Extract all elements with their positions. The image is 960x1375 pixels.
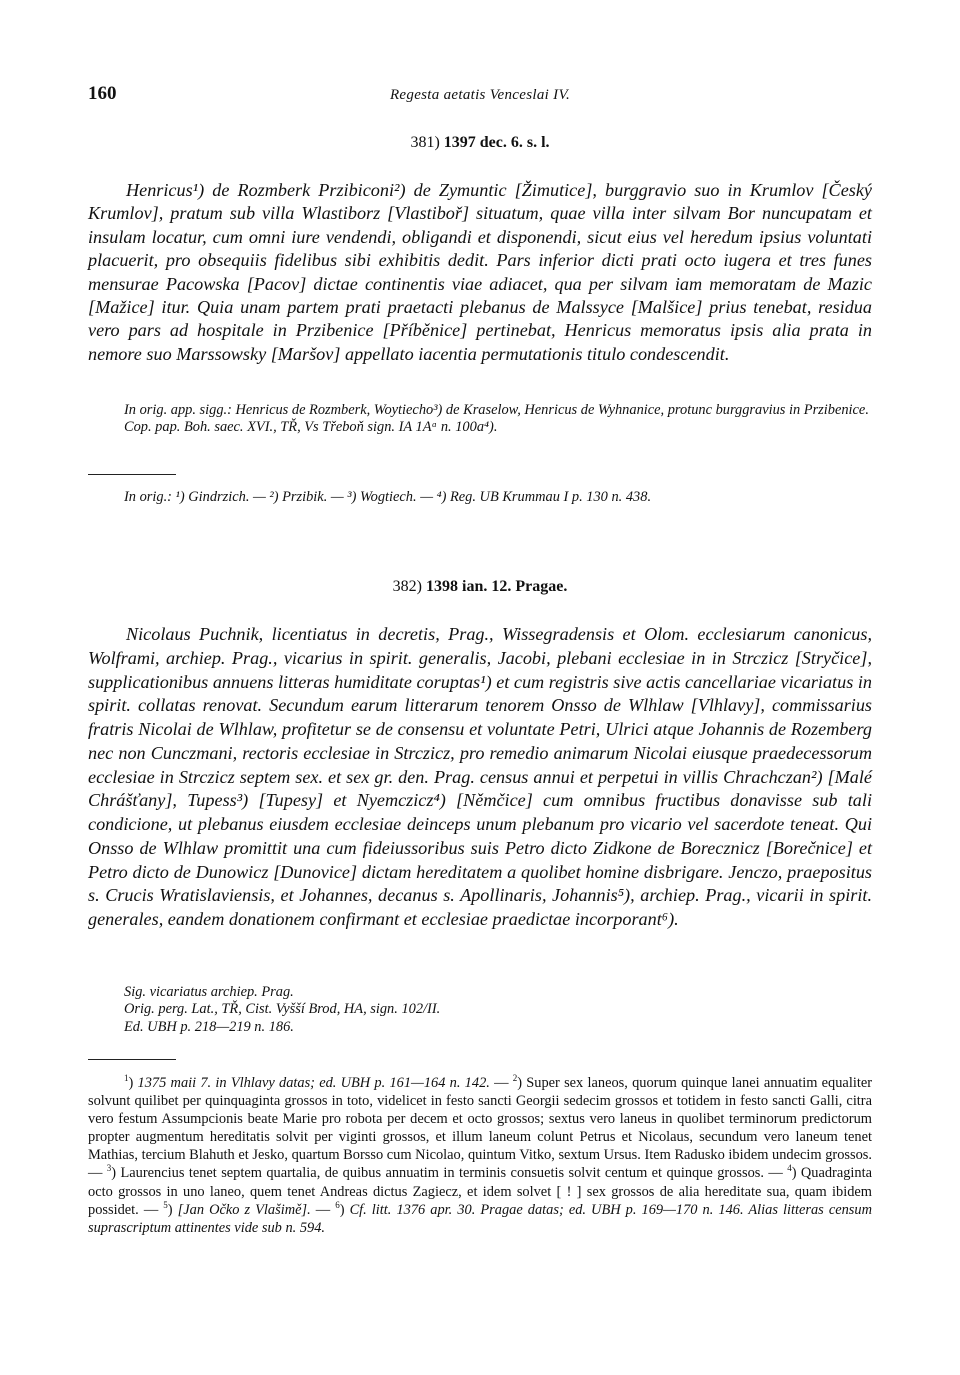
footnote-6: Cf. litt. 1376 apr. 30. Pragae datas; ed. UBH p. 169—170 n. 146. Alias litteras censum suprascriptum attinentes vide sub n. 594. bbox=[88, 1201, 872, 1236]
footnote-5: [Jan Očko z Vlašimě]. bbox=[177, 1201, 311, 1218]
entry-382-tradition-notes bbox=[124, 984, 872, 1036]
entry-382-heading bbox=[0, 578, 960, 596]
footnote-2: Super sex laneos, quorum quinque lanei annuatim equaliter solvunt quilibet per quinquaginta grossos in toto, videlicet in festo sancti Georgii sedecim grossos et totidem in festo sancti Galli, citra vero festum Assumpcionis beate Marie pro robota per decem et octo grossos; sextus vero laneus in quolibet terminorum predictorum propter augmentum hereditatis solvit per viginti grossos, et illum laneum colunt Petrus et Nicolaus, secundum vero laneum tenet Mathias, tercium Blahuth et Jesko, quartum Borsso cum Nicolao, quintum Vitko, sextum Ursus. Item Radusko ibidem undecim grossos. bbox=[88, 1075, 872, 1164]
entry-382-date-place: 1398 ian. 12. Pragae. bbox=[426, 578, 568, 595]
entry-382-footnotes: $^1$) 1375 maii 7. in Vlhlavy datas; ed. UBH p. 161—164 n. 142. — $^2$) Super sex laneos, quorum quinque lanei annuatim equaliter solvunt quilibet per quinquaginta grossos in toto, videlicet in festo sancti Georgii sedecim grossos et totidem in festo sancti Galli, citra vero festum Assumpcionis beate Marie pro robota per decem et octo grossos; sextus vero laneus in quolibet terminorum predictorum propter augmentum hereditatis solvit per viginti grossos, et illum laneum colunt Petrus et Nicolaus, secundum vero laneum tenet Mathias, tercium Blahuth et Jesko, quartum Borsso cum Nicolao, quintum Vitko, sextum Ursus. Item Radusko ibidem undecim grossos. — $^3$) Laurencius tenet septem quartalia, de quibus annuatim in terminis consuetis solvit centum et quinque grossos. — $^4$) Quadraginta octo grossos in uno laneo, quem tenet Andreas dictus Zagiecz, et idem solvet [ ! ] sex grossos de alia hereditate sua, quam ibidem possidet. — $^5$) [Jan Očko z Vlašimě]. — $^6$) Cf. litt. 1376 apr. 30. Pragae datas; ed. UBH p. 169—170 n. 146. Alias litteras censum suprascriptum attinentes vide sub n. 594. bbox=[88, 1073, 873, 1236]
entry-382-edition-note: Ed. UBH p. 218—219 n. 186. bbox=[124, 1018, 294, 1035]
entry-382-original-note: Orig. perg. Lat., TŘ, Cist. Vyšší Brod, HA, sign. 102/II. bbox=[124, 1001, 441, 1018]
entry-382-seal-note: Sig. vicariatus archiep. Prag. bbox=[124, 984, 294, 1000]
running-title: Regesta aetatis Venceslai IV. bbox=[389, 87, 571, 103]
entry-381-date-place: 1397 dec. 6. s. l. bbox=[443, 134, 550, 151]
entry-381-tradition-notes bbox=[124, 402, 872, 437]
footnote-3: Laurencius tenet septem quartalia, de quibus annuatim in terminis consuetis solvit centum et quinque grossos. bbox=[120, 1165, 764, 1182]
entry-381-apparatus-text: In orig.: ¹) Gindrzich. — ²) Przibik. — ³) Wogtiech. — ⁴) Reg. UB Krummau I p. 130 n. 438. bbox=[124, 489, 652, 505]
page-number: 160 bbox=[88, 83, 117, 104]
entry-381-heading bbox=[0, 134, 960, 152]
footnote-4: Quadraginta octo grossos in uno laneo, quem tenet Andreas dictus Zagiecz, et idem solvet [ ! ] sex grossos de alia hereditate sua, quam ibidem possidet. bbox=[88, 1165, 873, 1218]
entry-381-copy-note: Cop. pap. Boh. saec. XVI., TŘ, Vs Třeboň sign. IA 1Aᵅ n. 100a⁴). bbox=[124, 419, 498, 436]
entry-381-apparatus bbox=[124, 489, 884, 506]
entry-381-footnote-rule bbox=[88, 474, 176, 475]
entry-382-number: 382) bbox=[392, 578, 422, 595]
entry-382-footnote-rule bbox=[88, 1059, 176, 1060]
footnote-1: 1375 maii 7. in Vlhlavy datas; ed. UBH p. 161—164 n. 142. bbox=[137, 1075, 490, 1091]
entry-381-seal-note: In orig. app. sigg.: Henricus de Rozmberk, Woytiecho³) de Kraselow, Henricus de Wyhnanice, protunc burggravius in Przibenice. bbox=[124, 402, 869, 418]
entry-381-regest-text: Henricus¹) de Rozmberk Przibiconi²) de Zymuntic [Žimutice], burggravio suo in Krumlov [Český Krumlov], pratum sub villa Wlastiborz [Vlastiboř] situatum, quae villa inter silvam Bor nuncupatam et insulam locatur, cum omni iure vendendi, obligandi et disponendi, sicut eius vel heredum ipsius voluntati placuerit, pro obsequiis fidelibus sibi exhibitis dedit. Pars inferior dicti prati octo iugera et tres funes mensurae Pacowska [Pacov] dictae continentis viae adiacet, qua per silvam iam memoratam de Mazic [Mažice] itur. Quia unam partem prati praetacti plebanus de Malssyce [Malšice] prius tenebat, residua vero pars ad hospitale in Przibenice [Příběnice] pertinebat, Henricus memoratus ipsis alia prata in nemore suo Marssowsky [Maršov] appellato iacentia permutationis titulo condescendit. bbox=[88, 180, 872, 364]
entry-382-regest-text: Nicolaus Puchnik, licentiatus in decretis, Prag., Wissegradensis et Olom. ecclesiarum canonicus, Wolframi, archiep. Prag., vicarius in spirit. generalis, Jacobi, plebani ecclesiae in in Strczicz [Stryčice], supplicationibus annuens litteras humiditate coruptas¹) et cum registris sive actis cancellariae vicariatus in spirit. collatas renovat. Secundum earum litterarum tenorem Onsso de Wlhlaw [Vlhlavy], commissarius fratris Nicolai de Wlhlaw, profitetur se de consensu et voluntate Petri, Ulrici atque Johannis de Rozemberg nec non Cunczmani, rectoris ecclesiae in Strczicz, pro remedio animarum Nicolai eiusque praedecessorum ecclesiae in Strczicz septem sex. et sex gr. den. Prag. census annui et perpetui in villis Chrachczan²) [Malé Chrášťany], Tupess³) [Tupesy] et Nyemczicz⁴) [Němčice] cum omnibus fructibus donavisse sub tali condicione, ut plebanus eiusdem ecclesiae deinceps unum plebanum pro vicario vel sacerdote teneat. Qui Onsso de Wlhlaw promittit una cum fideiussoribus suis Petro dicto Zidkone de Borecznicz [Borečnice] et Petro dicto de Dunowicz [Dunovice] dictam hereditatem a quolibet homine disbrigare. Jenczo, praepositus s. Crucis Wratislaviensis, et Johannes, decanus s. Apollinaris, Johannis⁵), archiep. Prag., vicarii in spirit. generales, eandem donationem confirmant et ecclesiae praedictae incorporant⁶). bbox=[88, 624, 872, 929]
entry-381-number: 381) bbox=[410, 134, 440, 151]
